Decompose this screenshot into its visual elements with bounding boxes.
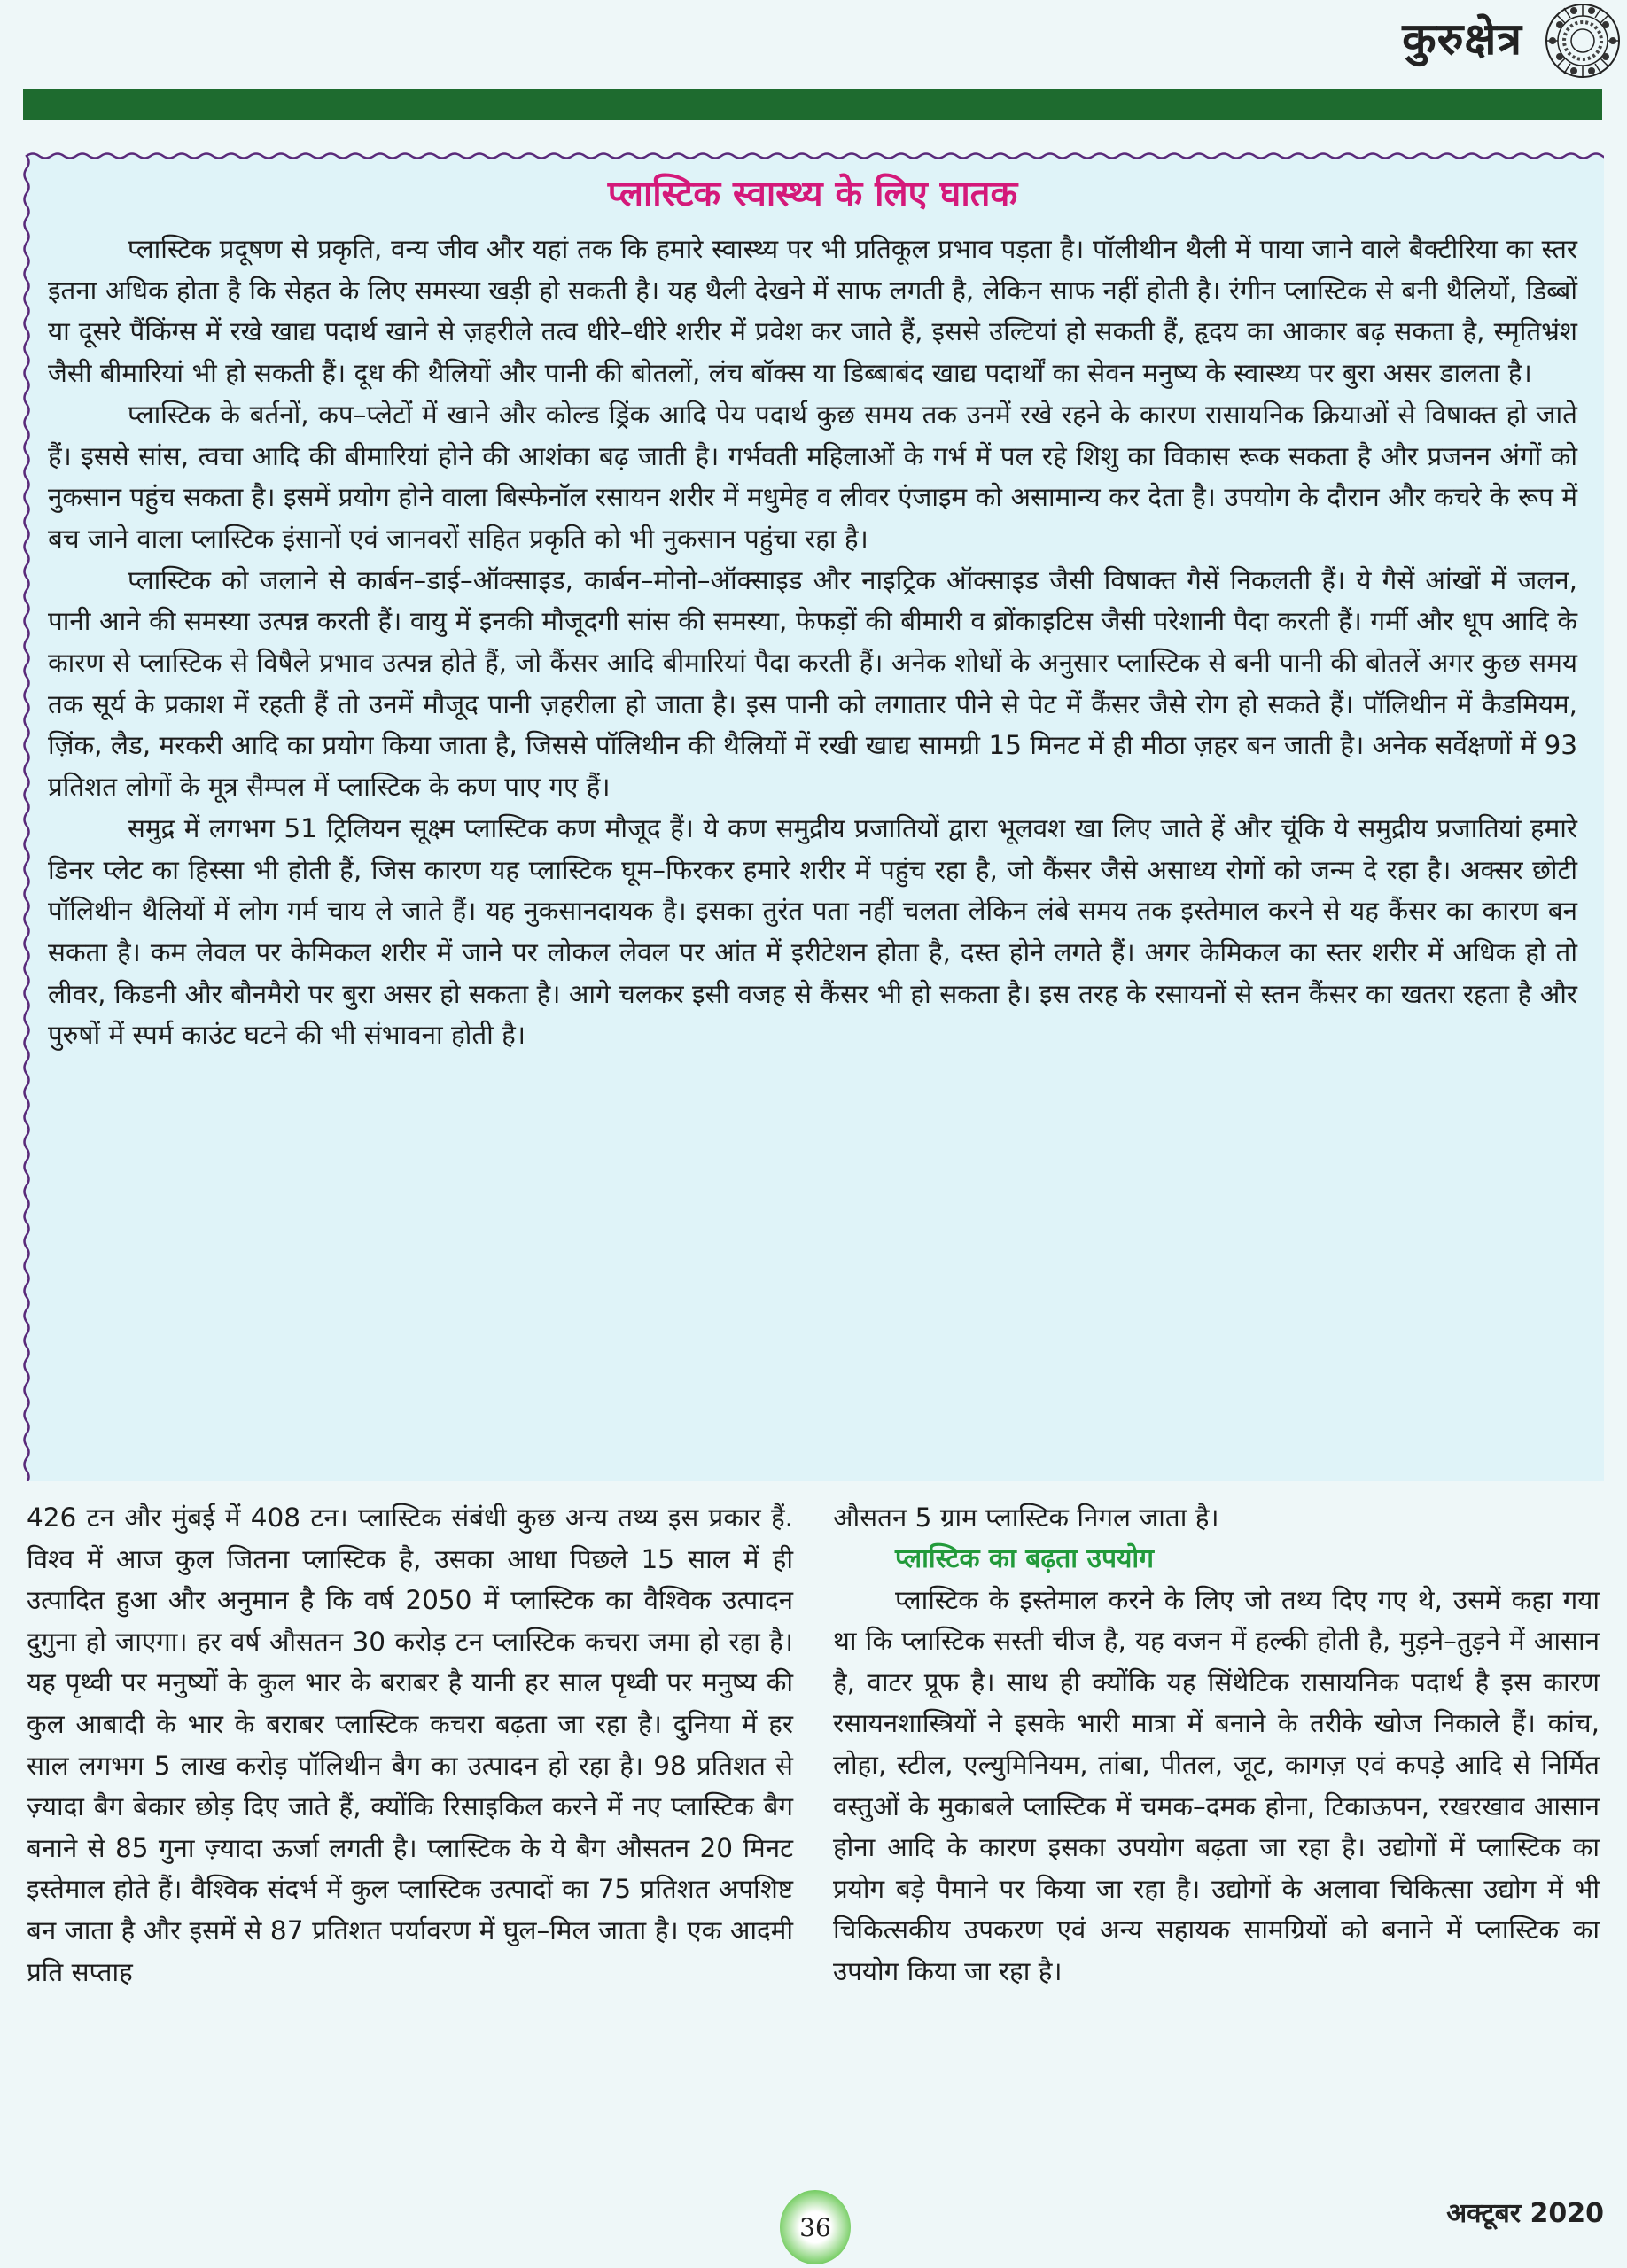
box-title: प्लास्टिक स्वास्थ्य के लिए घातक [607, 174, 1018, 214]
health-info-box [21, 151, 1604, 1481]
magazine-name: कुरुक्षेत्र [1402, 12, 1522, 65]
box-paragraph: प्लास्टिक के बर्तनों, कप–प्लेटों में खाने और कोल्ड ड्रिंक आदि पेय पदार्थ कुछ समय तक उनमें रखे रहने के कारण रासायनिक क्रियाओं से विषाक्त हो जाते हैं। इससे सांस, त्वचा आदि की बीमारियां होने की आशंका बढ़ जाती है। गर्भवती महिलाओं के गर्भ में पल रहे शिशु का विकास रूक सकता है और प्रजनन अंगों को नुकसान पहुंच सकता है। इसमें प्रयोग होने वाला बिस्फेनॉल रसायन शरीर में मधुमेह व लीवर एंजाइम को असामान्य कर देता है। उपयोग के दौरान और कचरे के रूप में बच जाने वाला प्लास्टिक इंसानों एवं जानवरों सहित प्रकृति को भी नुकसान पहुंचा रहा है। [48, 399, 1577, 554]
left-column [27, 1497, 793, 1992]
left-column-text: 426 टन और मुंबई में 408 टन। प्लास्टिक संबंधी कुछ अन्य तथ्य इस प्रकार हैं. विश्व में आज कुल जितना प्लास्टिक है, उसका आधा पिछले 15 साल में ही उत्पादित हुआ और अनुमान है कि वर्ष 2050 में प्लास्टिक का वैश्विक उत्पादन दुगुना हो जाएगा। हर वर्ष औसतन 30 करोड़ टन प्लास्टिक कचरा जमा हो रहा है। यह पृथ्वी पर मनुष्यों के कुल भार के बराबर है यानी हर साल पृथ्वी पर मनुष्य की कुल आबादी के भार के बराबर प्लास्टिक कचरा बढ़ता जा रहा है। दुनिया में हर साल लगभग 5 लाख करोड़ पॉलिथीन बैग का उत्पादन हो रहा है। 98 प्रतिशत से ज़्यादा बैग बेकार छोड़ दिए जाते हैं, क्योंकि रिसाइकिल करने में नए प्लास्टिक बैग बनाने से 85 गुना ज़्यादा ऊर्जा लगती है। प्लास्टिक के ये बैग औसतन 20 मिनट इस्तेमाल होते हैं। वैश्विक संदर्भ में कुल प्लास्टिक उत्पादों का 75 प्रतिशत अपशिष्ट बन जाता है और इसमें से 87 प्रतिशत पर्यावरण में घुल–मिल जाता है। एक आदमी प्रति सप्ताह [27, 1503, 793, 1987]
zodiac-wheel-icon [1544, 2, 1622, 80]
article-columns [27, 1497, 1600, 2117]
right-column-paragraph: प्लास्टिक के इस्तेमाल करने के लिए जो तथ्य दिए गए थे, उसमें कहा गया था कि प्लास्टिक सस्ती चीज है, यह वजन में हल्की होती है, मुड़ने–तुड़ने में आसान है, वाटर प्रूफ है। साथ ही क्योंकि यह सिंथेटिक रासायनिक पदार्थ है इस कारण रसायनशास्त्रियों ने इसके भारी मात्रा में बनाने के तरीके खोज निकाले हैं। कांच, लोहा, स्टील, एल्युमिनियम, तांबा, पीतल, जूट, कागज़ एवं कपड़े आदि से निर्मित वस्तुओं के मुकाबले प्लास्टिक में चमक–दमक होना, टिकाऊपन, रखरखाव आसान होना आदि के कारण इसका उपयोग बढ़ता जा रहा है। उद्योगों में प्लास्टिक का प्रयोग बड़े पैमाने पर किया जा रहा है। उद्योगों के अलावा चिकित्सा उद्योग में भी चिकित्सकीय उपकरण एवं अन्य सहायक सामग्रियों को बनाने में प्लास्टिक का उपयोग किया जा रहा है। [833, 1584, 1600, 1986]
issue-date: अक्टूबर 2020 [1446, 2198, 1604, 2229]
right-column [833, 1497, 1600, 1992]
right-column-continuation: औसतन 5 ग्राम प्लास्टिक निगल जाता है। [833, 1503, 1219, 1533]
page-header [0, 0, 1627, 89]
page-number-badge: 36 [780, 2190, 851, 2264]
section-subheading: प्लास्टिक का बढ़ता उपयोग [895, 1542, 1155, 1574]
box-paragraph: प्लास्टिक प्रदूषण से प्रकृति, वन्य जीव और यहां तक कि हमारे स्वास्थ्य पर भी प्रतिकूल प्रभाव पड़ता है। पॉलीथीन थैली में पाया जाने वाले बैक्टीरिया का स्तर इतना अधिक होता है कि सेहत के लिए समस्या खड़ी हो सकती है। यह थैली देखने में साफ लगती है, लेकिन साफ नहीं होती है। रंगीन प्लास्टिक से बनी थैलियों, डिब्बों या दूसरे पैंकिंग्स में रखे खाद्य पदार्थ खाने से ज़हरीले तत्व धीरे–धीरे शरीर में प्रवेश कर जाते हैं, इससे उल्टियां हो सकती हैं, हृदय का आकार बढ़ सकता है, स्मृतिभ्रंश जैसी बीमारियां भी हो सकती हैं। दूध की थैलियों और पानी की बोतलों, लंच बॉक्स या डिब्बाबंद खाद्य पदार्थों का सेवन मनुष्य के स्वास्थ्य पर बुरा असर डालता है। [48, 234, 1578, 389]
box-paragraph: प्लास्टिक को जलाने से कार्बन–डाई–ऑक्साइड, कार्बन–मोनो–ऑक्साइड और नाइट्रिक ऑक्साइड जैसी विषाक्त गैसें निकलती हैं। ये गैसें आंखों में जलन, पानी आने की समस्या उत्पन्न करती हैं। वायु में इनकी मौजूदगी सांस की समस्या, फेफड़ों की बीमारी व ब्रोंकाइटिस जैसी परेशानी पैदा करती हैं। गर्मी और धूप आदि के कारण से प्लास्टिक से विषैले प्रभाव उत्पन्न होते हैं, जो कैंसर आदि बीमारियां पैदा करती हैं। अनेक शोधों के अनुसार प्लास्टिक से बनी पानी की बोतलें अगर कुछ समय तक सूर्य के प्रकाश में रहती हैं तो उनमें मौजूद पानी ज़हरीला हो जाता है। इस पानी को लगातार पीने से पेट में कैंसर जैसे रोग हो सकते हैं। पॉलिथीन में कैडमियम, ज़िंक, लैड, मरकरी आदि का प्रयोग किया जाता है, जिससे पॉलिथीन की थैलियों में रखी खाद्य सामग्री 15 मिनट में ही मीठा ज़हर बन जाती है। अनेक सर्वेक्षणों में 93 प्रतिशत लोगों के मूत्र सैम्पल में प्लास्टिक के कण पाए गए हैं। [48, 564, 1577, 803]
box-paragraph: समुद्र में लगभग 51 ट्रिलियन सूक्ष्म प्लास्टिक कण मौजूद हैं। ये कण समुद्रीय प्रजातियों द्वारा भूलवश खा लिए जाते हें और चूंकि ये समुद्रीय प्रजातियां हमारे डिनर प्लेट का हिस्सा भी होती हैं, जिस कारण यह प्लास्टिक घूम–फिरकर हमारे शरीर में पहुंच रहा है, जो कैंसर जैसे असाध्य रोगों को जन्म दे रहा है। अक्सर छोटी पॉलिथीन थैलियों में लोग गर्म चाय ले जाते हैं। यह नुकसानदायक है। इसका तुरंत पता नहीं चलता लेकिन लंबे समय तक इस्तेमाल करने से यह कैंसर का कारण बन सकता है। कम लेवल पर केमिकल शरीर में जाने पर लोकल लेवल पर आंत में इरीटेशन होता है, दस्त होने लगते हैं। अगर केमिकल का स्तर शरीर में अधिक हो तो लीवर, किडनी और बौनमैरो पर बुरा असर हो सकता है। आगे चलकर इसी वजह से कैंसर भी हो सकता है। इस तरह के रसायनों से स्तन कैंसर का खतरा रहता है और पुरुषों में स्पर्म काउंट घटने की भी संभावना होती है। [48, 812, 1577, 1051]
header-divider-bar [23, 89, 1602, 120]
